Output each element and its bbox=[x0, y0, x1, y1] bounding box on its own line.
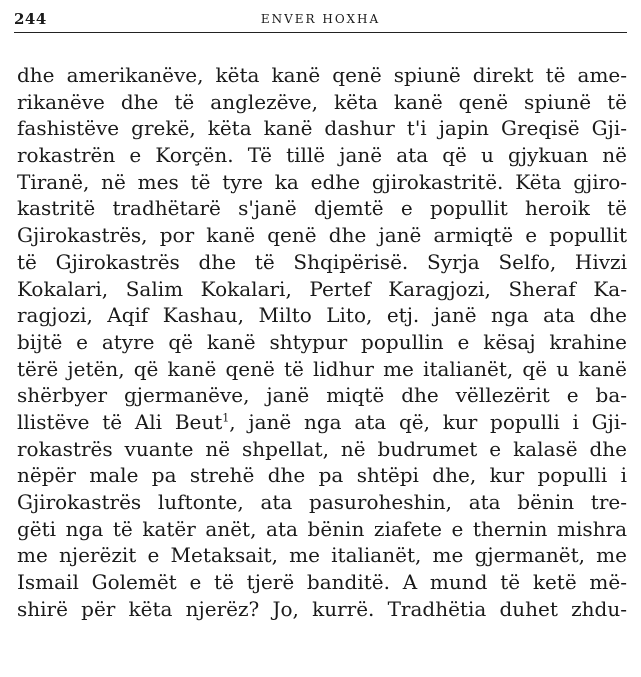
text-line: nëpër male pa strehë dhe pa shtëpi dhe, kur populli i bbox=[17, 463, 627, 488]
text-line: Ismail Golemët e të tjerë banditë. A mund të ketë më- bbox=[17, 570, 627, 595]
page-number: 244 bbox=[14, 10, 47, 28]
text-line: rikanëve dhe të anglezëve, këta kanë qenë spiunë të bbox=[17, 89, 627, 114]
body-text bbox=[17, 62, 627, 622]
footnote-marker: 1 bbox=[222, 411, 230, 425]
running-head: ENVER HOXHA bbox=[260, 12, 381, 26]
text-line: Kokalari, Salim Kokalari, Pertef Karagjozi, Sheraf Ka- bbox=[17, 276, 627, 301]
text-line: shërbyer gjermanëve, janë miqtë dhe vëllezërit e ba- bbox=[17, 383, 627, 408]
text-line: Gjirokastrës luftonte, ata pasuroheshin, ata bënin tre- bbox=[17, 490, 627, 514]
text-line: fashistëve grekë, këta kanë dashur t'i japin Greqisë Gji- bbox=[17, 116, 627, 141]
text-line: ragjozi, Aqif Kashau, Milto Lito, etj. janë nga ata dhe bbox=[17, 303, 627, 328]
text-line: dhe amerikanëve, këta kanë qenë spiunë direkt të ame- bbox=[17, 63, 627, 87]
text-line: shirë për këta njerëz? Jo, kurrë. Tradhëtia duhet zhdu- bbox=[17, 596, 627, 621]
text-line: Gjirokastrës, por kanë qenë dhe janë armiqtë e popullit bbox=[17, 223, 627, 248]
text-line: gëti nga të katër anët, ata bënin ziafete e thernin mishra bbox=[17, 516, 627, 541]
text-line: të Gjirokastrës dhe të Shqipërisë. Syrja Selfo, Hivzi bbox=[17, 249, 627, 274]
text-line: tërë jetën, që kanë qenë të lidhur me italianët, që u kanë bbox=[17, 356, 627, 381]
text-line: kastritë tradhëtarë s'janë djemtë e popullit heroik të bbox=[17, 196, 627, 221]
page-header bbox=[14, 6, 627, 33]
text-line: me njerëzit e Metaksait, me italianët, me gjermanët, me bbox=[17, 543, 627, 568]
text-line: bijtë e atyre që kanë shtypur popullin e kësaj krahine bbox=[17, 329, 627, 354]
text-line: Tiranë, në mes të tyre ka edhe gjirokastritë. Këta gjiro- bbox=[17, 169, 627, 194]
text-line: rokastrën e Korçën. Të tillë janë ata që u gjykuan në bbox=[17, 143, 627, 168]
text-line: llistëve të Ali Beut$^1$, janë nga ata që, kur populli i Gji- bbox=[17, 409, 627, 434]
text-line: rokastrës vuante në shpellat, në budrumet e kalasë dhe bbox=[17, 436, 627, 461]
